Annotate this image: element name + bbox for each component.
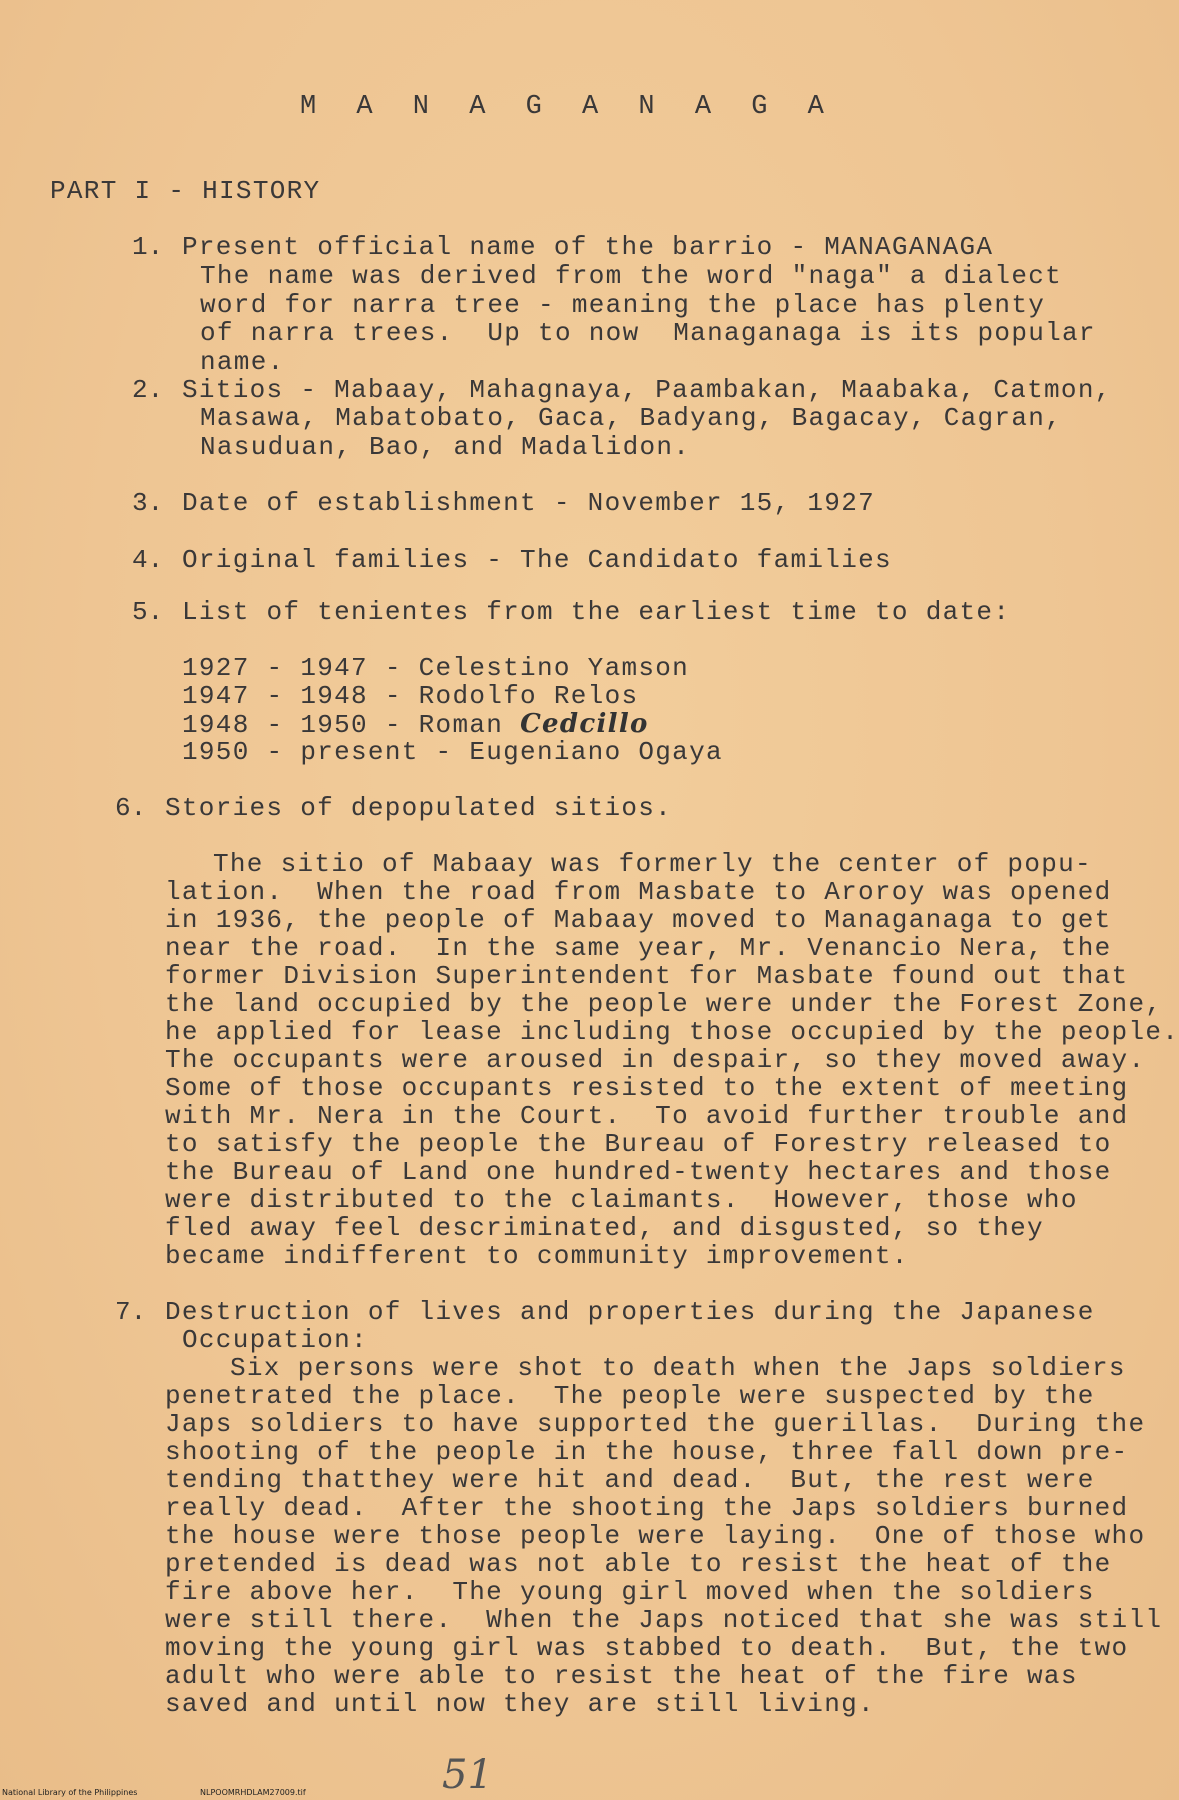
footer-file-name: NLPOOMRHDLAM27009.tif (200, 1788, 306, 1797)
paragraph-line: the house were those people were laying. One of those who (165, 1521, 1146, 1551)
paragraph-line: Some of those occupants resisted to the extent of meeting (165, 1073, 1129, 1103)
paragraph-line: the land occupied by the people were under the Forest Zone, (165, 989, 1163, 1019)
item-number: 3. (132, 488, 164, 518)
paragraph-line: penetrated the place. The people were suspected by the (165, 1381, 1095, 1411)
item-number: 7. (115, 1297, 147, 1327)
item-1-line: word for narra tree - meaning the place has plenty (200, 290, 1046, 320)
paragraph-line: near the road. In the same year, Mr. Venancio Nera, the (165, 933, 1112, 963)
paragraph-line: The sitio of Mabaay was formerly the center of popu- (213, 849, 1092, 879)
item-1-line: The name was derived from the word "naga" a dialect (200, 261, 1063, 291)
footer-library-name: National Library of the Philippines (2, 1788, 138, 1797)
paragraph-line: pretended is dead was not able to resist the heat of the (165, 1549, 1112, 1579)
paragraph-line: with Mr. Nera in the Court. To avoid further trouble and (165, 1101, 1129, 1131)
paragraph-line: fled away feel descriminated, and disgusted, so they (165, 1213, 1044, 1243)
item-2-line: Masawa, Mabatobato, Gaca, Badyang, Bagacay, Cagran, (200, 403, 1063, 433)
part-heading: PART I - HISTORY (50, 176, 321, 206)
paragraph-line: adult who were able to resist the heat of the fire was (165, 1661, 1078, 1691)
item-7-line: Occupation: (182, 1325, 368, 1355)
item-2-line: Sitios - Mabaay, Mahagnaya, Paambakan, Maabaka, Catmon, (182, 375, 1112, 405)
paragraph-line: tending thatthey were hit and dead. But, the rest were (165, 1465, 1095, 1495)
item-number: 4. (132, 545, 164, 575)
teniente-entry: 1947 - 1948 - Rodolfo Relos (182, 681, 639, 711)
teniente-entry-text: 1948 - 1950 - Roman (182, 710, 521, 740)
paragraph-line: were still there. When the Japs noticed that she was still (165, 1605, 1163, 1635)
teniente-entry: 1950 - present - Eugeniano Ogaya (182, 737, 723, 767)
paragraph-line: shooting of the people in the house, three fall down pre- (165, 1437, 1129, 1467)
item-number: 2. (132, 375, 164, 405)
item-number: 6. (115, 793, 147, 823)
depopulated-heading: Stories of depopulated sitios. (165, 793, 673, 823)
item-7-line: Destruction of lives and properties during the Japanese (165, 1297, 1095, 1327)
tenientes-heading: List of tenientes from the earliest time to date: (182, 597, 1011, 627)
item-2-line: Nasuduan, Bao, and Madalidon. (200, 432, 691, 462)
item-number: 5. (132, 597, 164, 627)
paragraph-line: lation. When the road from Masbate to Aroroy was opened (165, 877, 1112, 907)
paragraph-line: he applied for lease including those occupied by the people. (165, 1017, 1179, 1047)
teniente-entry (182, 709, 649, 740)
handwritten-page-number: 51 (442, 1752, 493, 1798)
paragraph-line: Six persons were shot to death when the Japs soldiers (230, 1353, 1126, 1383)
original-families: Original families - The Candidato families (182, 545, 892, 575)
paragraph-line: were distributed to the claimants. However, those who (165, 1185, 1078, 1215)
paragraph-line: really dead. After the shooting the Japs soldiers burned (165, 1493, 1129, 1523)
handwritten-surname: Cedcillo (520, 709, 649, 739)
item-1-line: name. (200, 347, 285, 377)
paragraph-line: moving the young girl was stabbed to death. But, the two (165, 1633, 1129, 1663)
item-number: 1. (132, 232, 164, 262)
paragraph-line: fire above her. The young girl moved when the soldiers (165, 1577, 1095, 1607)
paragraph-line: former Division Superintendent for Masbate found out that (165, 961, 1129, 991)
item-1-line: Present official name of the barrio - MANAGANAGA (182, 232, 994, 262)
paragraph-line: saved and until now they are still living. (165, 1689, 875, 1719)
paragraph-line: Japs soldiers to have supported the guerillas. During the (165, 1409, 1146, 1439)
paragraph-line: the Bureau of Land one hundred-twenty hectares and those (165, 1157, 1112, 1187)
item-1-line: of narra trees. Up to now Managanaga is its popular (200, 318, 1096, 348)
establishment-date: Date of establishment - November 15, 1927 (182, 488, 876, 518)
paragraph-line: The occupants were aroused in despair, so they moved away. (165, 1045, 1146, 1075)
paragraph-line: in 1936, the people of Mabaay moved to Managanaga to get (165, 905, 1112, 935)
paragraph-line: became indifferent to community improvement. (165, 1241, 909, 1271)
page-title: M A N A G A N A G A (300, 92, 836, 122)
paragraph-line: to satisfy the people the Bureau of Forestry released to (165, 1129, 1112, 1159)
teniente-entry: 1927 - 1947 - Celestino Yamson (182, 653, 690, 683)
